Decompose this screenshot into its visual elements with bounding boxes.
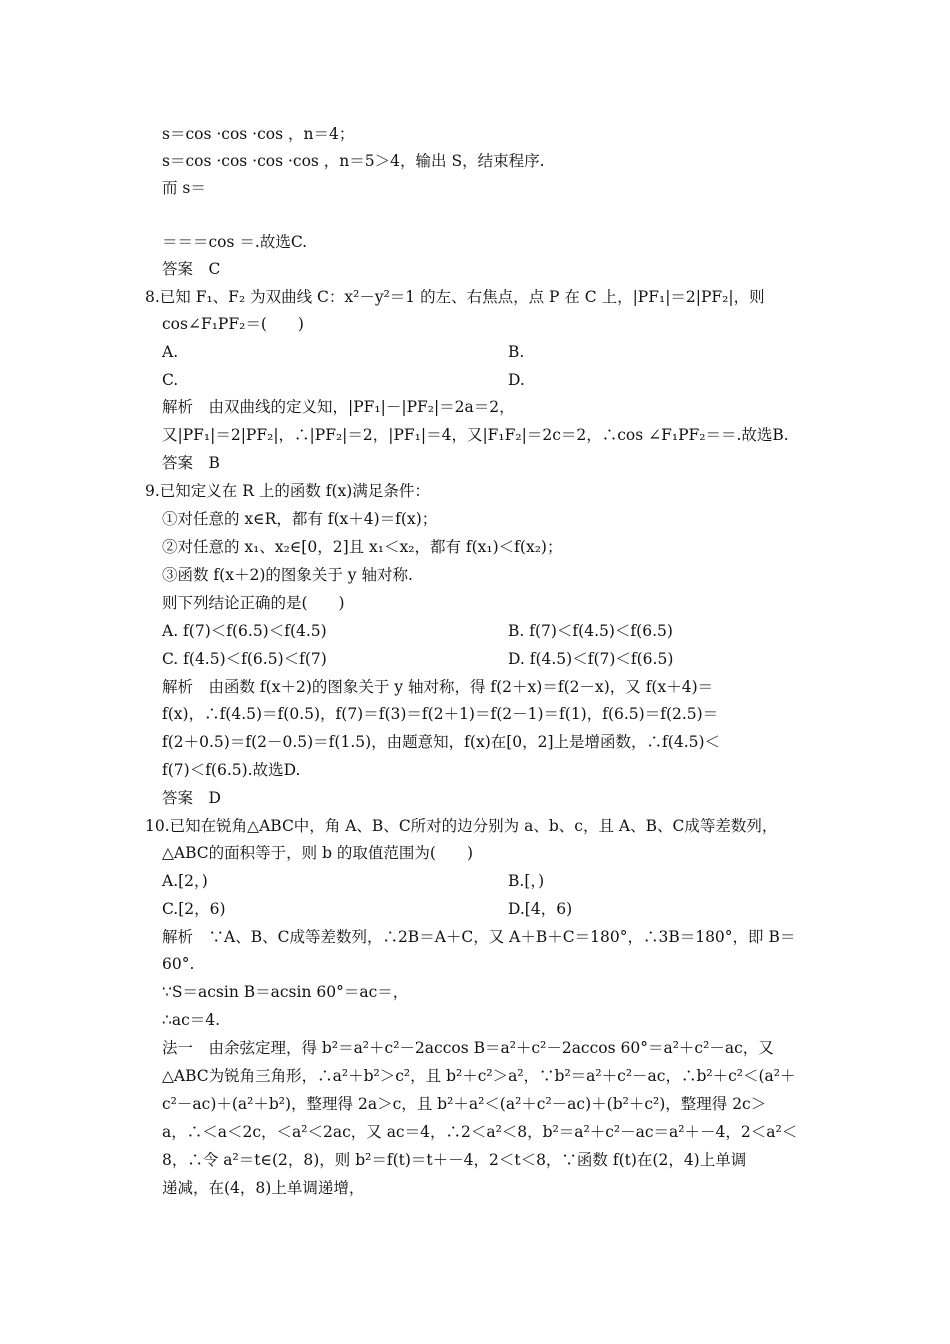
solution-line: 解析 由函数 f(x＋2)的图象关于 y 轴对称，得 f(2＋x)＝f(2－x)，又 f(x＋4)＝ <box>162 678 714 696</box>
text-line: ＝＝＝cos ＝.故选C. <box>162 233 308 251</box>
solution-line: f(2＋0.5)＝f(2－0.5)＝f(1.5)，由题意知，f(x)在[0，2]上是增函数，∴f(4.5)＜ <box>162 733 721 751</box>
option-a: A. f(7)＜f(6.5)＜f(4.5) <box>162 622 327 640</box>
question-8-stem: 8.已知 F₁、F₂ 为双曲线 C：x²－y²＝1 的左、右焦点，点 P 在 C 上，|PF₁|＝2|PF₂|，则 <box>145 288 765 306</box>
text-line: s＝cos ·cos ·cos ，n＝4； <box>162 125 355 143</box>
solution-line: f(x)，∴f(4.5)＝f(0.5)，f(7)＝f(3)＝f(2＋1)＝f(2－1)＝f(1)，f(6.5)＝f(2.5)＝ <box>162 705 719 723</box>
method-line: 8，∴令 a²＝t∈(2，8)，则 b²＝f(t)＝t＋－4，2＜t＜8，∵函数 f(t)在(2，4)上单调 <box>162 1151 747 1169</box>
option-c: C. <box>162 371 179 389</box>
option-b: B. f(7)＜f(4.5)＜f(6.5) <box>508 622 673 640</box>
option-d: D. f(4.5)＜f(7)＜f(6.5) <box>508 650 674 668</box>
option-d: D. <box>508 371 525 389</box>
question-10-stem: △ABC的面积等于，则 b 的取值范围为( ) <box>162 844 474 862</box>
text-line: s＝cos ·cos ·cos ·cos ，n＝5＞4，输出 S，结束程序. <box>162 152 545 170</box>
question-9-prompt: 则下列结论正确的是( ) <box>162 594 345 612</box>
method-line: c²－ac)＋(a²＋b²)，整理得 2a＞c，且 b²＋a²＜(a²＋c²－ac)＋(b²＋c²)，整理得 2c＞ <box>162 1095 767 1113</box>
solution-line: ∴ac＝4. <box>162 1011 221 1029</box>
text-line: 而 s＝ <box>162 179 206 197</box>
solution-line: 60°. <box>162 955 195 973</box>
method-line: 递减，在(4，8)上单调递增， <box>162 1179 365 1197</box>
question-10-stem: 10.已知在锐角△ABC中，角 A、B、C所对的边分别为 a、b、c，且 A、B、C成等差数列， <box>145 817 778 835</box>
question-8-stem: cos∠F₁PF₂＝( ) <box>162 315 304 333</box>
condition-1: ①对任意的 x∈R，都有 f(x＋4)＝f(x)； <box>162 510 438 528</box>
option-a: A.[2，) <box>162 872 208 890</box>
method-line: 法一 由余弦定理，得 b²＝a²＋c²－2accos B＝a²＋c²－2accos 60°＝a²＋c²－ac，又 <box>162 1039 774 1057</box>
answer-line: 答案 B <box>162 454 220 472</box>
option-b: B.[，) <box>508 872 545 890</box>
method-line: a，∴＜a＜2c，＜a²＜2ac，又 ac＝4，∴2＜a²＜8，b²＝a²＋c²－ac＝a²＋－4，2＜a²＜ <box>162 1123 798 1141</box>
question-9-stem: 9.已知定义在 R 上的函数 f(x)满足条件： <box>145 482 430 500</box>
condition-3: ③函数 f(x＋2)的图象关于 y 轴对称. <box>162 566 413 584</box>
solution-line: 又|PF₁|＝2|PF₂|，∴|PF₂|＝2，|PF₁|＝4，又|F₁F₂|＝2c＝2，∴cos ∠F₁PF₂＝＝.故选B. <box>162 426 789 444</box>
method-line: △ABC为锐角三角形，∴a²＋b²＞c²，且 b²＋c²＞a²，∵b²＝a²＋c²－ac，∴b²＋c²＜(a²＋ <box>162 1067 796 1085</box>
condition-2: ②对任意的 x₁、x₂∈[0，2]且 x₁＜x₂，都有 f(x₁)＜f(x₂)； <box>162 538 563 556</box>
option-c: C.[2，6) <box>162 900 226 918</box>
option-a: A. <box>162 343 179 361</box>
solution-line: 解析 由双曲线的定义知，|PF₁|－|PF₂|＝2a＝2， <box>162 398 515 416</box>
answer-line: 答案 D <box>162 789 221 807</box>
option-b: B. <box>508 343 525 361</box>
answer-line: 答案 C <box>162 260 221 278</box>
option-d: D.[4，6) <box>508 900 573 918</box>
solution-line: f(7)＜f(6.5).故选D. <box>162 761 301 779</box>
solution-line: ∵S＝acsin B＝acsin 60°＝ac＝， <box>162 983 409 1001</box>
solution-line: 解析 ∵A、B、C成等差数列，∴2B＝A＋C，又 A＋B＋C＝180°，∴3B＝180°，即 B＝ <box>162 928 796 946</box>
option-c: C. f(4.5)＜f(6.5)＜f(7) <box>162 650 327 668</box>
